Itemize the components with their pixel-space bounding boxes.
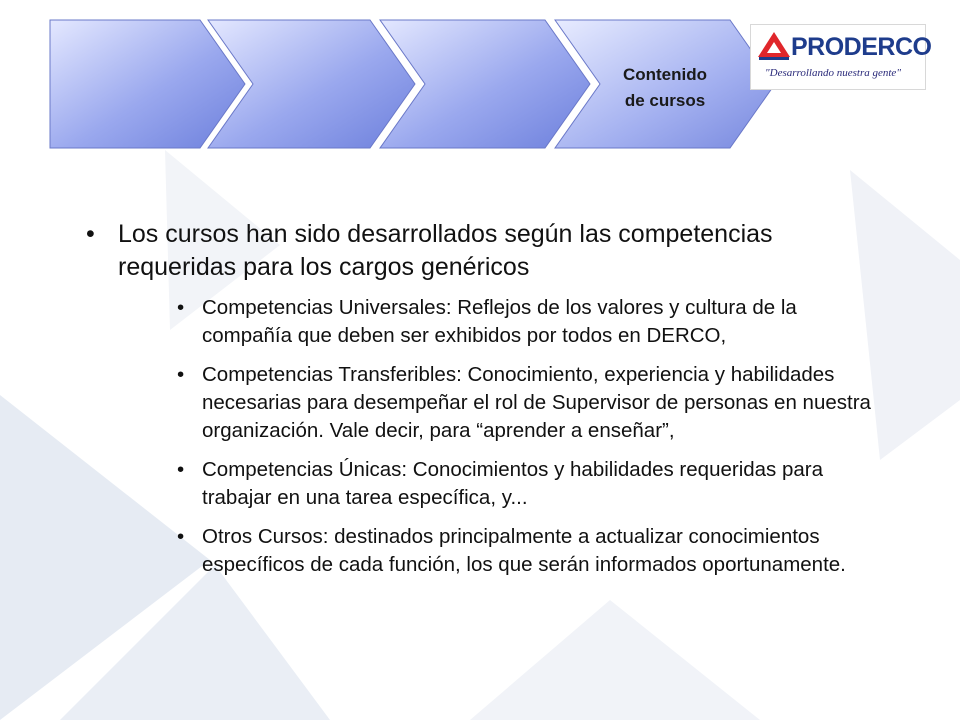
bullet-dot: •	[177, 525, 185, 548]
background-shape	[470, 600, 760, 720]
bullet-dot: •	[177, 458, 185, 481]
logo-mark-icon	[757, 31, 791, 61]
sub-bullet-text: Otros Cursos: destinados principalmente a actualizar conocimientos específicos de cada función, los que serán informados oportunamente.	[202, 525, 846, 576]
sub-bullet-text: Competencias Únicas: Conocimientos y habilidades requeridas para trabajar en una tarea específica, y...	[202, 458, 824, 509]
bullet-dot: •	[177, 296, 185, 319]
sub-bullet-otros	[177, 523, 878, 579]
sub-bullet-text: Competencias Universales: Reflejos de los valores y cultura de la compañía que deben ser exhibidos por todos en DERCO,	[202, 296, 797, 347]
sub-bullet-unicas	[177, 456, 878, 512]
step-label-contenido: Contenido de cursos	[622, 65, 708, 110]
chevron-step-1	[50, 20, 245, 148]
bullet-dot: •	[177, 363, 185, 386]
logo-tagline: "Desarrollando nuestra gente"	[765, 67, 901, 79]
sub-bullet-universales	[177, 294, 878, 350]
main-bullet: • Los cursos han sido desarrollados según las competencias requeridas para los cargos genéricos	[82, 218, 882, 284]
sub-bullet-list	[82, 294, 882, 579]
sub-bullet-text: Competencias Transferibles: Conocimiento, experiencia y habilidades necesarias para desempeñar el rol de Supervisor de personas en nuestra organización. Vale decir, para “aprender a enseñar”,	[202, 363, 871, 442]
logo-brand-text: PRODERCO	[791, 33, 932, 61]
slide-content	[82, 218, 882, 590]
sub-bullet-transferibles	[177, 361, 878, 445]
company-logo	[750, 24, 932, 90]
